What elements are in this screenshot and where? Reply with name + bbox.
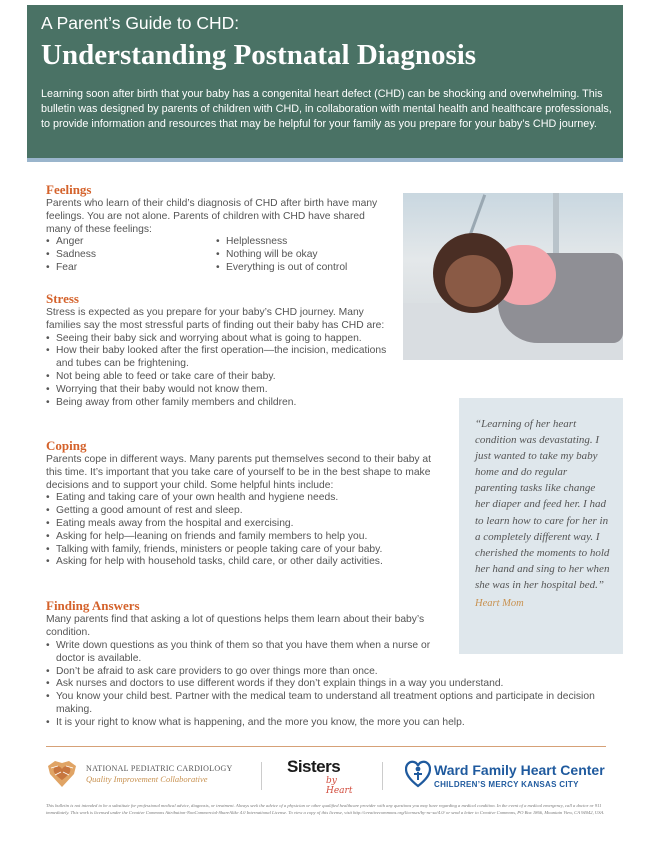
ward-family-heart-center-logo [405, 760, 610, 796]
stress-text: Stress is expected as you prepare for your baby’s CHD journey. Many families say the most stressful parts of finding out their baby has CHD are: [46, 307, 385, 331]
footer-divider [46, 746, 606, 747]
intro-text: Learning soon after birth that your baby has a congenital heart defect (CHD) can be shocking and overwhelming. This bulletin was designed by parents of children with CHD, in collaboration with mental health and healthcare professionals, to provide information and resources that may be helpful for your family as you prepare for your baby’s CHD journey. [41, 88, 612, 130]
list-item: • Seeing their baby sick and worrying about what is going to happen. [46, 333, 391, 346]
list-item: • Helplessness [216, 236, 386, 249]
stress-list [46, 333, 391, 410]
stress-title: Stress [46, 291, 79, 306]
list-item: • Not being able to feed or take care of their baby. [46, 371, 391, 384]
answers-text: Many parents find that asking a lot of questions helps them learn about their baby’s condition. [46, 614, 425, 638]
list-item: • Talking with family, friends, ministers or people taking care of your baby. [46, 544, 444, 557]
npc-name: NATIONAL PEDIATRIC CARDIOLOGY [86, 764, 233, 773]
baby-photo [403, 193, 623, 360]
quote-text: “Learning of her heart condition was devastating. I just wanted to take my baby home and do regular parenting tasks like change her diaper and feed her. I had to learn how to care for her in a completely different way. I cherished the moments to hold her hand and sing to her when she was in her hospital bed.” [475, 418, 610, 591]
answers-title: Finding Answers [46, 598, 140, 613]
stress-section [46, 291, 391, 409]
feelings-title: Feelings [46, 182, 92, 197]
feelings-list-right [216, 236, 386, 274]
ward-subtitle: CHILDREN’S MERCY KANSAS CITY [434, 780, 579, 789]
npc-subtitle: Quality Improvement Collaborative [86, 774, 208, 784]
footer-separator [382, 762, 383, 790]
quote-box [459, 398, 623, 654]
list-item: • Nothing will be okay [216, 249, 386, 262]
answers-list-wrap [46, 640, 606, 730]
list-item: • It is your right to know what is happening, and the more you know, the more you can help. [46, 717, 606, 730]
page-title: Understanding Postnatal Diagnosis [41, 39, 477, 71]
feelings-list [46, 236, 386, 274]
feelings-list-left [46, 236, 216, 274]
feelings-section [46, 182, 386, 275]
list-item: • Anger [46, 236, 216, 249]
sisters-tagline: by Heart [326, 776, 353, 796]
list-item: • Don’t be afraid to ask care providers to go over things more than once. [46, 666, 606, 679]
list-item: • Eating and taking care of your own health and hygiene needs. [46, 492, 444, 505]
ward-heart-icon [405, 760, 431, 788]
list-item: • Getting a good amount of rest and sleep. [46, 505, 444, 518]
header-banner [27, 5, 623, 162]
list-item: • You know your child best. Partner with the medical team to understand all treatment options and participate in decision making. [46, 691, 606, 717]
sisters-by-heart-logo [282, 757, 362, 795]
list-item: • Sadness [46, 249, 216, 262]
list-item: • Write down questions as you think of them so that you have them when a nurse or doctor is available. [46, 640, 446, 666]
list-item: • Eating meals away from the hospital and exercising. [46, 518, 444, 531]
coping-text: Parents cope in different ways. Many parents put themselves second to their baby at this time. It’s important that you take care of yourself to be in the best shape to make decisions and to support your child. Some helpful hints include: [46, 454, 432, 491]
coping-list [46, 492, 444, 569]
footer-separator [261, 762, 262, 790]
sisters-wordmark: Sisters [287, 757, 341, 776]
coping-title: Coping [46, 438, 87, 453]
quote-attribution: Heart Mom [475, 598, 524, 610]
answers-list [46, 640, 606, 730]
ward-name: Ward Family Heart Center [434, 762, 605, 778]
us-map-heart-icon [46, 757, 78, 789]
coping-section [46, 438, 444, 569]
header-kicker: A Parent’s Guide to CHD: [41, 13, 240, 33]
list-item: • Ask nurses and doctors to use different words if they don’t explain things in a way you understand. [46, 678, 606, 691]
list-item: • Being away from other family members and children. [46, 397, 391, 410]
answers-section [46, 598, 444, 640]
list-item: • Everything is out of control [216, 262, 386, 275]
npc-logo [46, 757, 246, 793]
list-item: • How their baby looked after the first operation—the incision, medications and tubes can be frightening. [46, 345, 391, 371]
list-item: • Fear [46, 262, 216, 275]
list-item: • Asking for help with household tasks, child care, or other daily activities. [46, 556, 444, 569]
disclaimer-text: This bulletin is not intended to be a substitute for professional medical advice, diagnosis, or treatment. Always seek the advice of a physician or other qualified healthcare provider with any questions you may have regarding a medical condition. In the event of a medical emergency, call a doctor or 911 immediately. This work is licensed under the Creative Commons Attribution-NonCommercial-ShareAlike 4.0 International License. To view a copy of this license, visit http://creativecommons.org/licenses/by-nc-sa/4.0/ or send a letter to Creative Commons, PO Box 1866, Mountain View, CA 94042, USA. [46, 803, 605, 815]
list-item: • Worrying that their baby would not know them. [46, 384, 391, 397]
list-item: • Asking for help—leaning on friends and family members to help you. [46, 531, 444, 544]
feelings-text: Parents who learn of their child’s diagnosis of CHD after birth have many feelings. You are not alone. Parents of children with CHD have shared many of these feelings: [46, 198, 378, 235]
